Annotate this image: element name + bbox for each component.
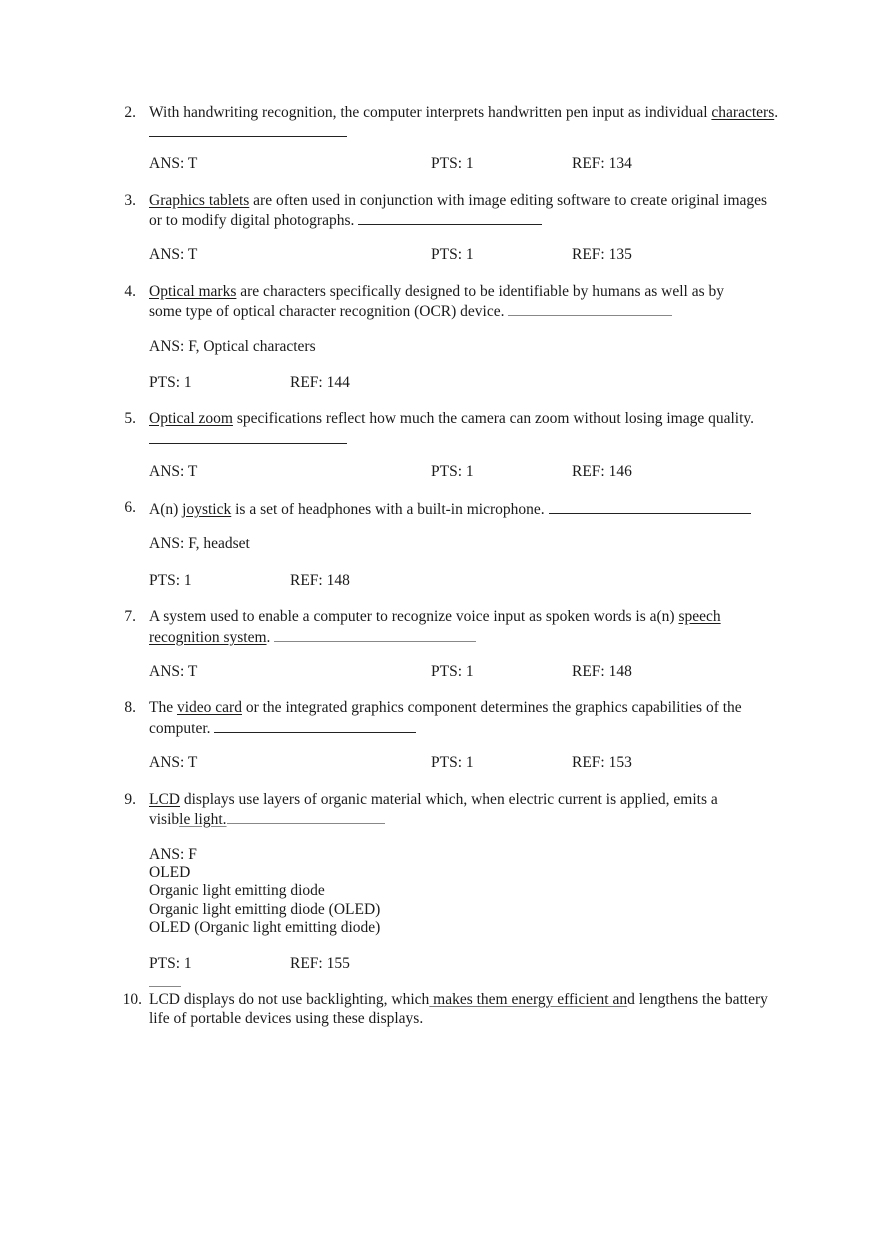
q10-text1b: makes them energy efficient an	[429, 991, 628, 1008]
q8-pre: The	[149, 699, 177, 716]
q6-question	[149, 499, 751, 519]
q7-answer-blank[interactable]	[274, 627, 476, 642]
q6-answer-blank[interactable]	[549, 499, 751, 514]
q9-text2b: le light.	[179, 811, 227, 828]
q5-question	[149, 410, 754, 428]
q8-number: 8.	[124, 699, 136, 716]
q4-pts: PTS: 1	[149, 374, 192, 391]
q2-pts: PTS: 1	[431, 155, 474, 172]
q5-text: specifications reflect how much the camera can zoom without losing image quality.	[232, 410, 755, 427]
q3-ans: ANS: T	[149, 246, 198, 263]
q2-number: 2.	[124, 104, 136, 121]
q6-term: joystick	[182, 501, 232, 518]
q8-answer-blank[interactable]	[214, 718, 416, 733]
q9-pts: PTS: 1	[149, 955, 192, 972]
q3-answer-blank[interactable]	[358, 210, 542, 225]
q6-ref: REF: 148	[290, 572, 350, 589]
q3-term: Graphics tablets	[149, 192, 250, 209]
q3-text2: or to modify digital photographs.	[149, 212, 359, 229]
q9-ans-line-2: OLED	[149, 864, 191, 881]
q7-line1	[149, 608, 721, 626]
q4-text1: are characters specifically designed to be identifiable by humans as well as by	[236, 283, 725, 300]
q10-line2: life of portable devices using these displays.	[149, 1010, 424, 1027]
q4-line1	[149, 283, 724, 301]
q8-ans: ANS: T	[149, 754, 198, 771]
q10-text1c: d lengthens the battery	[627, 991, 768, 1008]
q7-term1: speech	[678, 608, 721, 625]
q5-ref: REF: 146	[572, 463, 632, 480]
q2-end: .	[774, 104, 779, 121]
q5-answer-blank[interactable]	[149, 443, 347, 444]
q7-end: .	[266, 629, 275, 646]
q5-number: 5.	[124, 410, 136, 427]
q9-number: 9.	[124, 791, 136, 808]
q8-text2: computer.	[149, 720, 215, 737]
q2-term: characters	[711, 104, 775, 121]
q8-line1	[149, 699, 742, 717]
q4-number: 4.	[124, 283, 136, 300]
q2-question	[149, 104, 778, 122]
q3-line2	[149, 210, 542, 230]
q4-ans: ANS: F, Optical characters	[149, 338, 316, 355]
q10-answer-blank[interactable]	[149, 986, 181, 987]
q8-ref: REF: 153	[572, 754, 632, 771]
q2-ans: ANS: T	[149, 155, 198, 172]
q9-text1: displays use layers of organic material which, when electric current is applied, emits a	[180, 791, 718, 808]
q6-ans: ANS: F, headset	[149, 535, 250, 552]
q7-line2	[149, 627, 476, 647]
q9-ans-line-3: Organic light emitting diode	[149, 882, 325, 899]
q7-ans: ANS: T	[149, 663, 198, 680]
q4-ref: REF: 144	[290, 374, 350, 391]
q6-number: 6.	[124, 499, 136, 516]
q9-ans-line-5: OLED (Organic light emitting diode)	[149, 919, 381, 936]
q2-text: With handwriting recognition, the computer interprets handwritten pen input as individual	[149, 104, 712, 121]
q4-term: Optical marks	[149, 283, 237, 300]
q10-line1	[149, 991, 768, 1009]
q3-ref: REF: 135	[572, 246, 632, 263]
q7-term2: recognition system	[149, 629, 267, 646]
q8-pts: PTS: 1	[431, 754, 474, 771]
q10-text1a: LCD displays do not use backlighting, which	[149, 991, 430, 1008]
q8-line2	[149, 718, 416, 738]
q5-ans: ANS: T	[149, 463, 198, 480]
q6-text: is a set of headphones with a built-in microphone.	[231, 501, 549, 518]
q7-pts: PTS: 1	[431, 663, 474, 680]
q9-text2a: visib	[149, 811, 180, 828]
q9-answer-blank[interactable]	[227, 809, 385, 824]
q9-ans-line-4: Organic light emitting diode (OLED)	[149, 901, 381, 918]
q9-ref: REF: 155	[290, 955, 350, 972]
q4-answer-blank[interactable]	[508, 301, 672, 316]
q9-line1	[149, 791, 718, 809]
q7-text: A system used to enable a computer to recognize voice input as spoken words is a(n)	[149, 608, 679, 625]
q3-text1: are often used in conjunction with image editing software to create original images	[249, 192, 768, 209]
q2-answer-blank[interactable]	[149, 136, 347, 137]
q9-term: LCD	[149, 791, 180, 808]
q4-text2: some type of optical character recognition (OCR) device.	[149, 303, 509, 320]
q3-number: 3.	[124, 192, 136, 209]
q8-text1: or the integrated graphics component determines the graphics capabilities of the	[241, 699, 742, 716]
q7-ref: REF: 148	[572, 663, 632, 680]
q7-number: 7.	[124, 608, 136, 625]
q3-line1	[149, 192, 767, 210]
q5-pts: PTS: 1	[431, 463, 474, 480]
q2-ref: REF: 134	[572, 155, 632, 172]
q4-line2	[149, 301, 672, 321]
q5-term: Optical zoom	[149, 410, 233, 427]
q6-pts: PTS: 1	[149, 572, 192, 589]
q9-line2	[149, 809, 385, 829]
q6-pre: A(n)	[149, 501, 183, 518]
q9-ans-line-1: ANS: F	[149, 846, 197, 863]
q8-term: video card	[176, 699, 242, 716]
q10-number: 10.	[122, 991, 142, 1008]
q3-pts: PTS: 1	[431, 246, 474, 263]
